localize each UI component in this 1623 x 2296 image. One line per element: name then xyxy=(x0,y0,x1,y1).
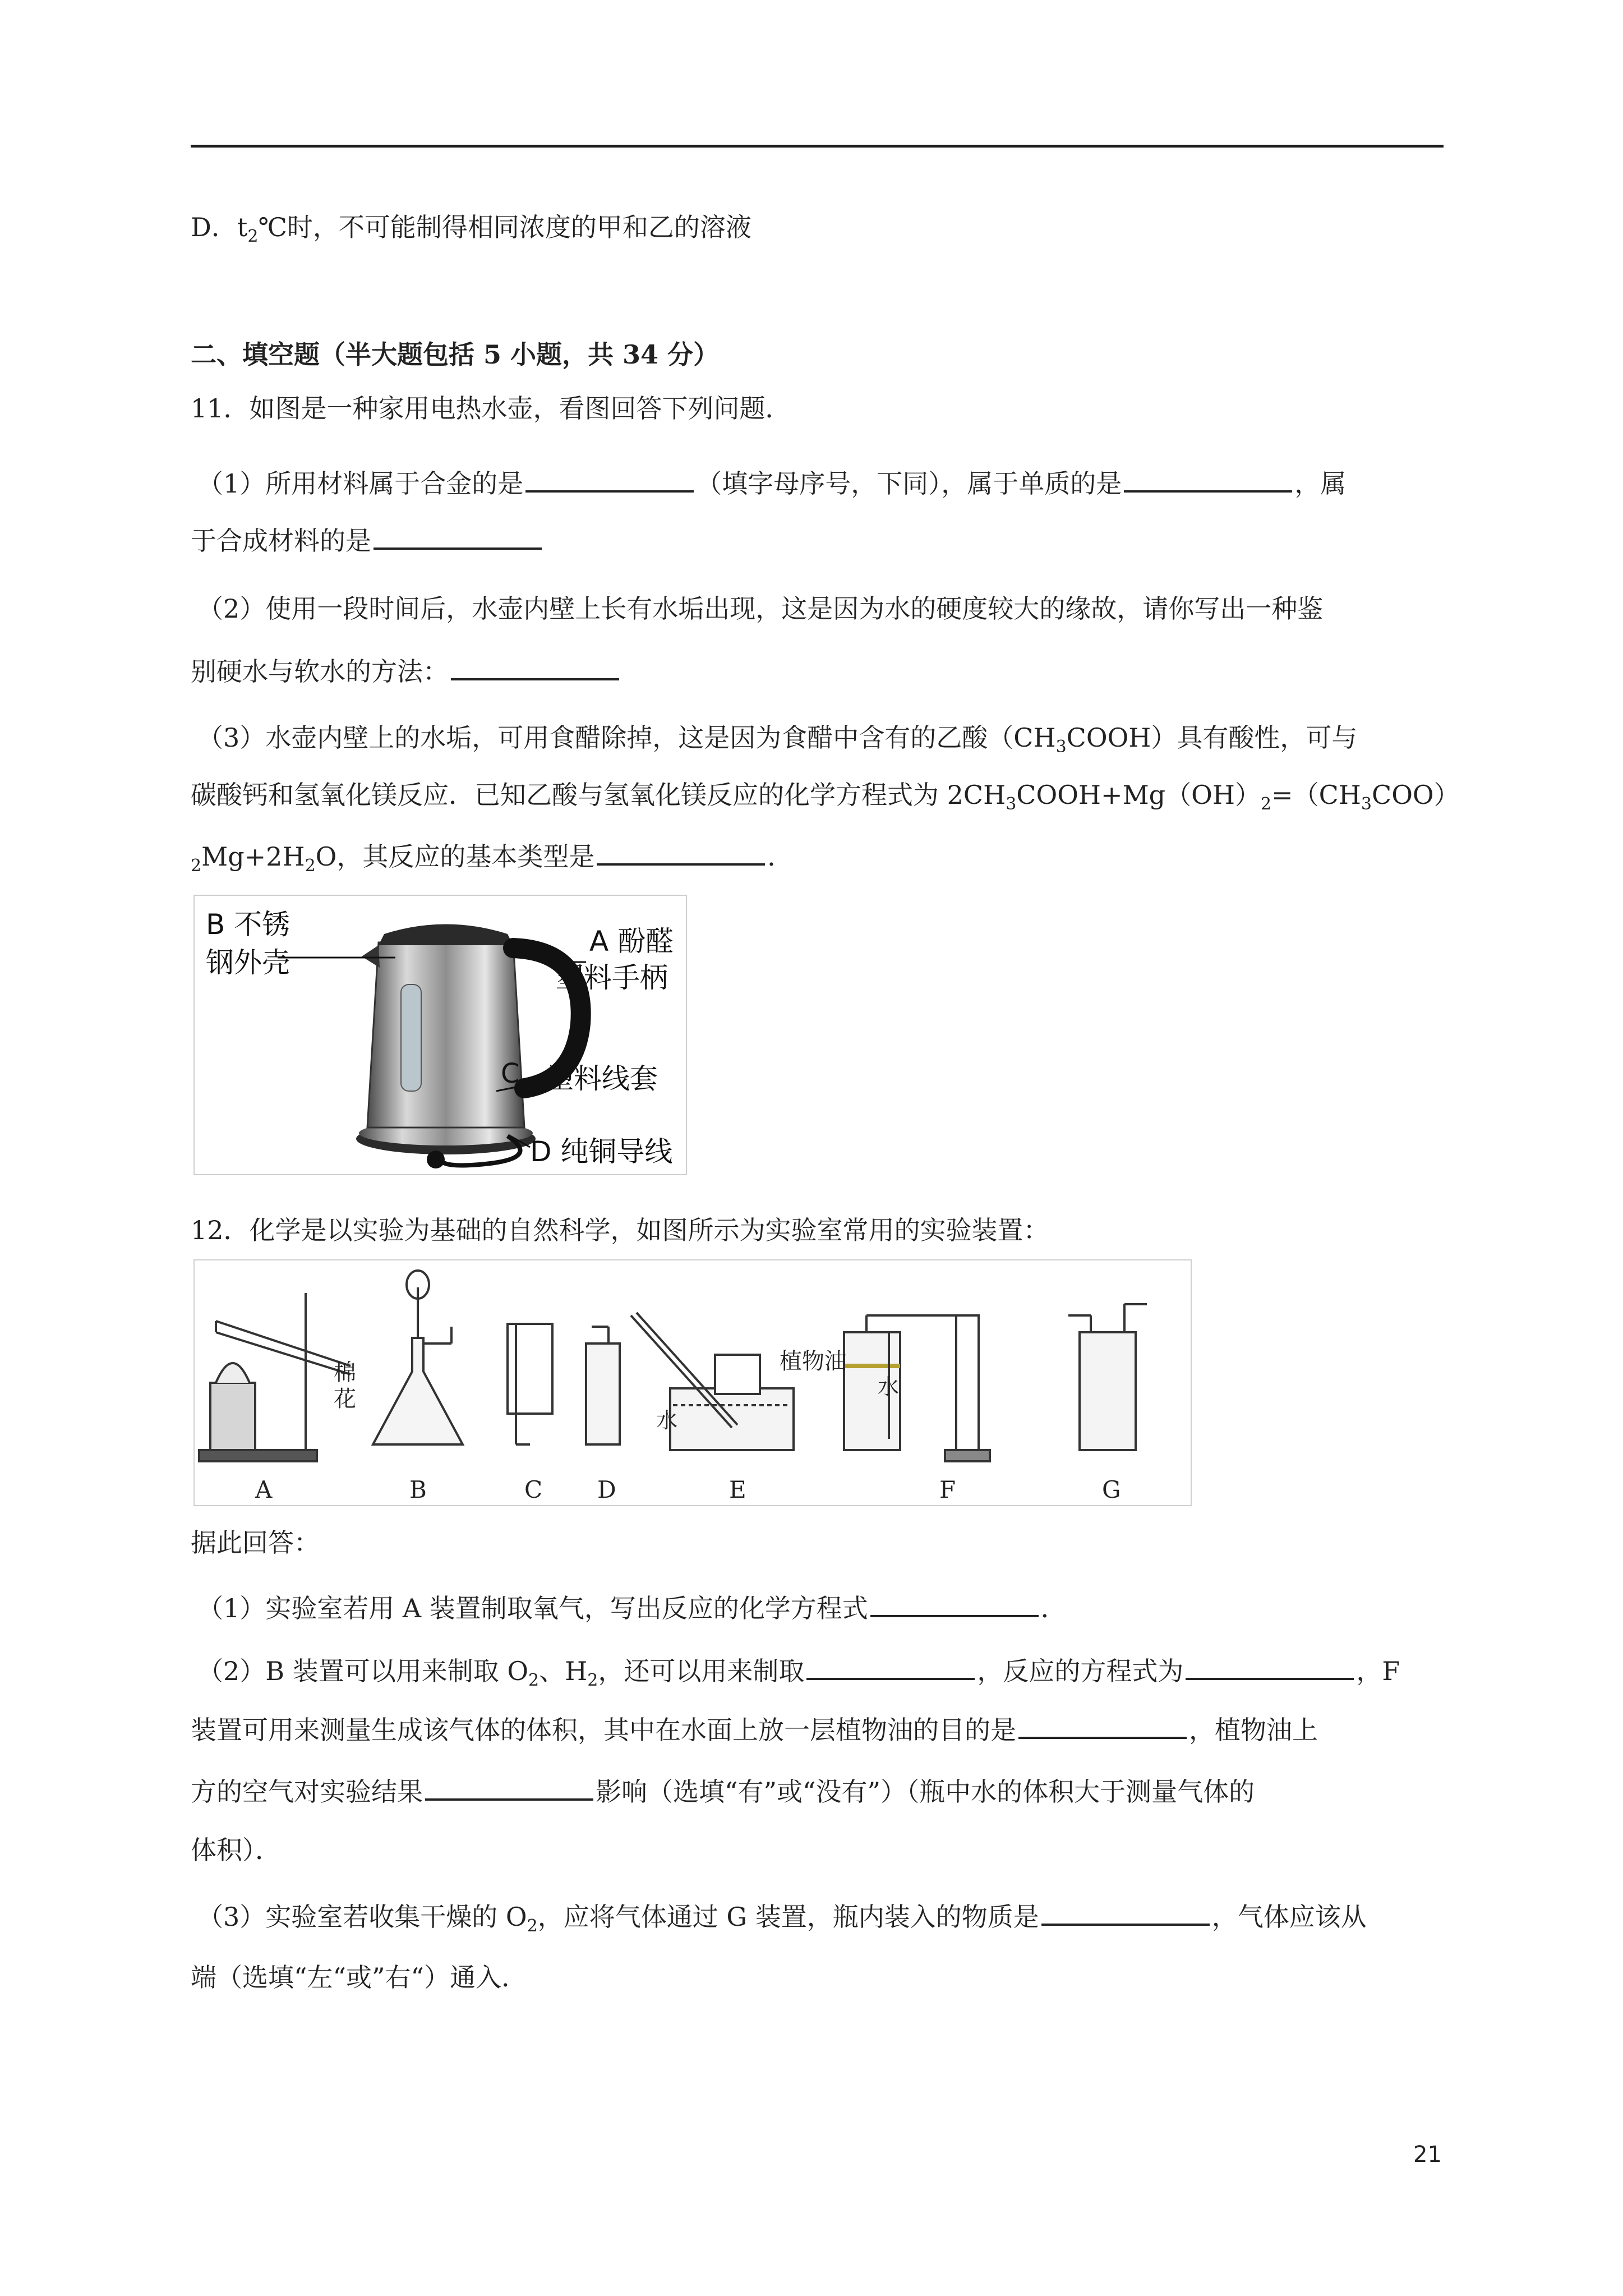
q11-p3-text: COOH）具有酸性，可与 xyxy=(1066,723,1358,753)
option-d-text-rest: ℃时，不可能制得相同浓度的甲和乙的溶液 xyxy=(258,212,751,242)
subscript: 2 xyxy=(305,856,316,876)
q11-stem: 11．如图是一种家用电热水壶，看图回答下列问题． xyxy=(191,393,791,424)
subscript: 3 xyxy=(1361,794,1372,815)
apparatus-figure xyxy=(193,1259,1192,1506)
q12-p2-text: 影响（选填“有”或“没有”）（瓶中水的体积大于测量气体的 xyxy=(596,1777,1255,1807)
q11-p3-text: COO） xyxy=(1372,780,1460,810)
oil-label: 植物油 xyxy=(780,1349,847,1374)
q12-p2-text: ，反应的方程式为 xyxy=(977,1656,1184,1686)
q12-p2-text: 方的空气对实验结果 xyxy=(191,1777,423,1807)
q12-part2-line3 xyxy=(191,1773,1255,1809)
q11-p3-text: （3）水壶内壁上的水垢，可用食醋除掉，这是因为食醋中含有的乙酸（CH xyxy=(197,723,1056,753)
q12-p1-text: （1）实验室若用 A 装置制取氧气，写出反应的化学方程式 xyxy=(197,1593,868,1623)
subscript: 2 xyxy=(1260,794,1272,815)
subscript: 2 xyxy=(527,1916,538,1936)
apparatus-letter-e: E xyxy=(729,1476,746,1503)
label-b-line2: 钢外壳 xyxy=(206,946,290,979)
q11-p3-text: =（CH xyxy=(1271,780,1361,810)
answer-blank[interactable] xyxy=(374,522,542,550)
answer-blank[interactable] xyxy=(806,1652,975,1680)
q12-part1 xyxy=(197,1589,1067,1625)
q11-p3-text: ． xyxy=(767,841,794,872)
cotton-label-1: 棉 xyxy=(334,1360,356,1386)
water-label-e: 水 xyxy=(656,1408,678,1433)
apparatus-letter-d: D xyxy=(597,1476,616,1503)
subscript: 2 xyxy=(528,1671,540,1691)
q11-part3-line2 xyxy=(191,778,1460,815)
label-b-line1: B 不锈 xyxy=(206,908,291,941)
answer-blank[interactable] xyxy=(870,1589,1039,1617)
subscript: 2 xyxy=(191,856,202,876)
q12-p1-text-end: ． xyxy=(1040,1593,1067,1623)
answer-blank[interactable] xyxy=(1018,1711,1187,1739)
water-label-f: 水 xyxy=(878,1374,900,1399)
q11-p1-text-a: （1）所用材料属于合金的是 xyxy=(197,468,524,499)
q11-part3-line3 xyxy=(191,838,794,876)
q11-p3-text: COOH+Mg（OH） xyxy=(1016,780,1261,810)
apparatus-letter-g: G xyxy=(1102,1476,1121,1503)
q11-part1-line1 xyxy=(197,464,1346,500)
q11-p3-text: Mg+2H xyxy=(201,841,305,872)
q12-part2-line2 xyxy=(191,1711,1318,1747)
q11-part1-line2 xyxy=(191,522,544,558)
q12-part2-line4: 体积）． xyxy=(191,1835,281,1865)
q11-p1-text-b: （填字母序号，下同），属于单质的是 xyxy=(696,468,1122,499)
q12-part2-line1 xyxy=(197,1652,1400,1691)
q12-p2-text: ，F xyxy=(1356,1656,1400,1686)
q12-p2-text: ，还可以用来制取 xyxy=(598,1656,805,1686)
answer-blank[interactable] xyxy=(597,838,765,866)
option-d-text: D．t xyxy=(191,212,248,242)
q12-p2-text: 、H xyxy=(539,1656,588,1686)
label-c-text: 塑料线套 xyxy=(546,1062,658,1095)
answer-blank[interactable] xyxy=(425,1773,593,1801)
section-header: 二、填空题（半大题包括 5 小题，共 34 分） xyxy=(191,339,720,370)
apparatus-letter-c: C xyxy=(524,1476,543,1503)
q12-p3-text: （3）实验室若收集干燥的 O xyxy=(197,1902,527,1932)
q11-part3-line1 xyxy=(197,721,1358,757)
q12-p3-text: ，应将气体通过 G 装置，瓶内装入的物质是 xyxy=(537,1902,1039,1932)
label-c: C xyxy=(501,1058,520,1089)
cotton-label-2: 花 xyxy=(334,1386,356,1412)
header-rule xyxy=(191,145,1444,148)
label-a-line2: 塑料手柄 xyxy=(556,961,668,994)
q11-p1-text-d: 于合成材料的是 xyxy=(191,526,371,556)
q11-p3-text: O，其反应的基本类型是 xyxy=(315,841,595,872)
q12-stem: 12．化学是以实验为基础的自然科学，如图所示为实验室常用的实验装置： xyxy=(191,1215,1049,1245)
kettle-figure xyxy=(193,895,687,1175)
q11-p3-text: 碳酸钙和氢氧化镁反应．已知乙酸与氢氧化镁反应的化学方程式为 2CH xyxy=(191,780,1006,810)
answer-blank[interactable] xyxy=(525,464,694,493)
answer-blank[interactable] xyxy=(1186,1652,1354,1680)
apparatus-illustration xyxy=(193,1259,1192,1506)
option-d xyxy=(191,210,751,247)
q12-part3-line2: 端（选填“左“或”右“）通入． xyxy=(191,1962,528,1993)
q12-part3-line1 xyxy=(197,1898,1367,1934)
label-a-line1: A 酚醛 xyxy=(589,925,674,958)
apparatus-letter-a: A xyxy=(255,1476,273,1503)
answer-blank[interactable] xyxy=(1041,1898,1210,1926)
q11-p2-text-b: 别硬水与软水的方法： xyxy=(191,656,449,687)
q12-p2-text: （2）B 装置可以用来制取 O xyxy=(197,1656,529,1686)
page-number: 21 xyxy=(1413,2142,1442,2168)
subscript: 2 xyxy=(587,1671,598,1691)
q12-p3-text: ，气体应该从 xyxy=(1211,1902,1367,1932)
subscript: 3 xyxy=(1055,737,1067,757)
q11-p1-text-c: ，属 xyxy=(1294,468,1347,499)
kettle-illustration xyxy=(193,895,687,1175)
q12-p2-text: 装置可用来测量生成该气体的体积，其中在水面上放一层植物油的目的是 xyxy=(191,1715,1016,1745)
answer-blank[interactable] xyxy=(451,652,619,680)
q12-answer-intro: 据此回答： xyxy=(191,1527,320,1558)
apparatus-letter-b: B xyxy=(409,1476,427,1503)
q11-part2-line2 xyxy=(191,652,621,688)
q11-part2-line1: （2）使用一段时间后，水壶内壁上长有水垢出现，这是因为水的硬度较大的缘故，请你写出一种鉴 xyxy=(197,593,1324,624)
apparatus-letter-f: F xyxy=(939,1476,956,1503)
option-d-subscript: 2 xyxy=(247,227,259,247)
answer-blank[interactable] xyxy=(1124,464,1292,493)
label-d: D 纯铜导线 xyxy=(530,1135,673,1168)
subscript: 3 xyxy=(1006,794,1017,815)
q12-p2-text: ，植物油上 xyxy=(1189,1715,1318,1745)
